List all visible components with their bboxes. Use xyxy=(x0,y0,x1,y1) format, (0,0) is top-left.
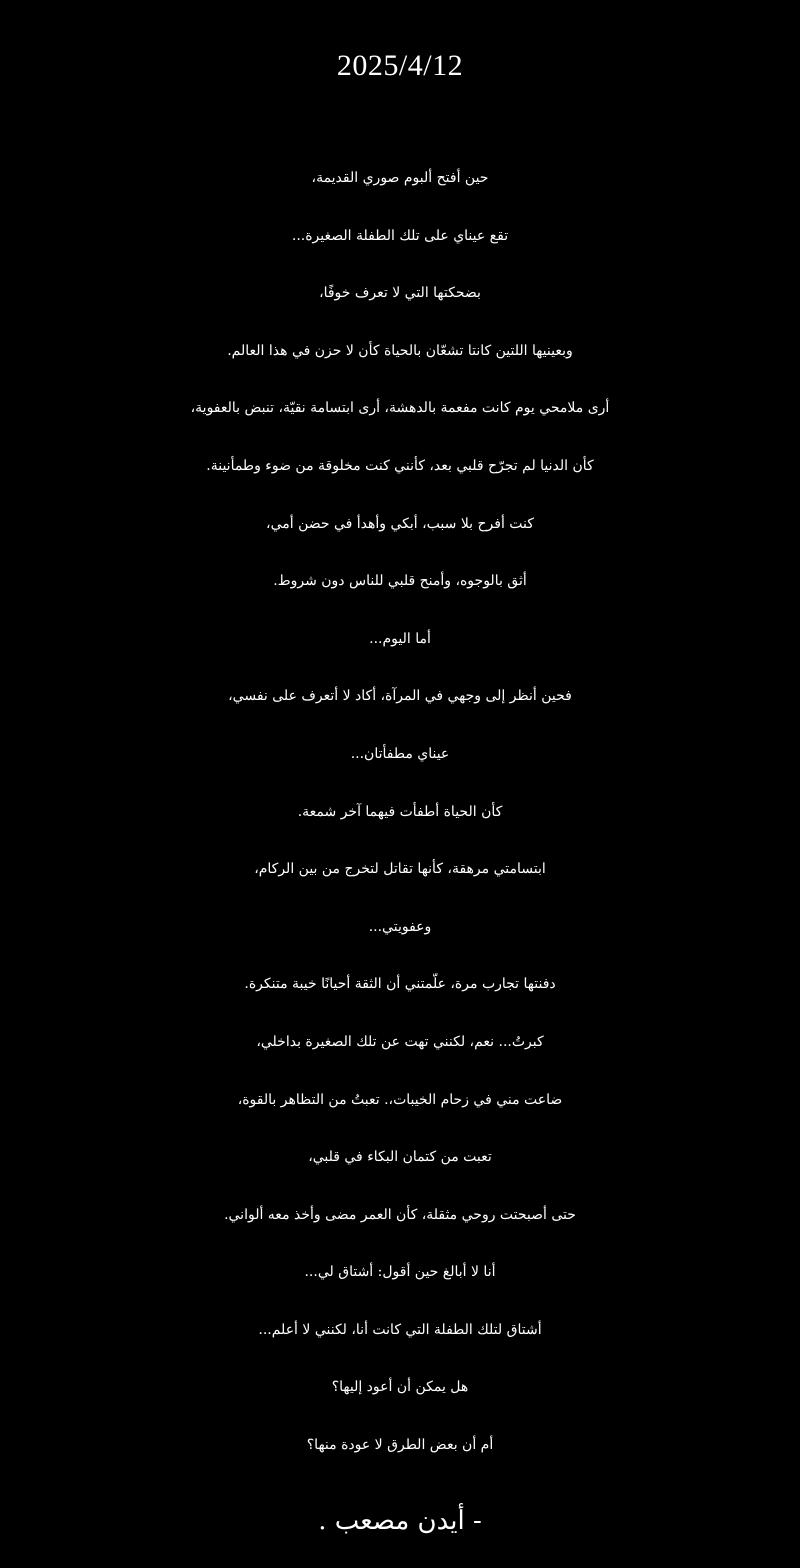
poem-line: كبرتُ... نعم، لكنني تهت عن تلك الصغيرة بداخلي، xyxy=(256,1033,544,1050)
poem-line: ضاعت مني في زحام الخيبات،. تعبتُ من التظاهر بالقوة، xyxy=(237,1091,563,1108)
poem-line: أرى ملامحي يوم كانت مفعمة بالدهشة، أرى ابتسامة نقيّة، تنبض بالعفوية، xyxy=(190,400,610,417)
poem-line: عيناي مطفأتان... xyxy=(350,745,450,762)
post-date: 2025/4/12 xyxy=(336,49,464,82)
poem-line: دفنتها تجارب مرة، علّمتني أن الثقة أحيانًا خيبة متنكرة. xyxy=(244,976,556,993)
poem-line: أشتاق لتلك الطفلة التي كانت أنا، لكنني لا أعلم... xyxy=(258,1321,542,1338)
poem-line: أثق بالوجوه، وأمنح قلبي للناس دون شروط. xyxy=(273,573,527,590)
poem-line: كنت أفرح بلا سبب، أبكي وأهدأ في حضن أمي، xyxy=(266,515,534,532)
poem-line: تعبت من كتمان البكاء في قلبي، xyxy=(308,1149,492,1166)
poem-line: أما اليوم... xyxy=(369,630,431,647)
poem-line: أم أن بعض الطرق لا عودة منها؟ xyxy=(306,1437,494,1454)
poem-line: وبعينيها اللتين كانتا تشعّان بالحياة كأن لا حزن في هذا العالم. xyxy=(227,342,573,359)
poem-line: ابتسامتي مرهقة، كأنها تقاتل لتخرج من بين الركام، xyxy=(254,861,546,878)
poem-line: كأن الدنيا لم تجرّح قلبي بعد، كأنني كنت مخلوقة من ضوء وطمأنينة. xyxy=(206,457,594,474)
poem-line: وعفويتي... xyxy=(368,918,432,935)
poem-line: حتى أصبحتت روحي مثقلة، كأن العمر مضى وأخذ معه ألواني. xyxy=(224,1206,576,1223)
poem-body xyxy=(0,150,800,1475)
poem-line: هل يمكن أن أعود إليها؟ xyxy=(331,1379,469,1396)
poem-line: أنا لا أبالغ حين أقول: أشتاق لي... xyxy=(304,1264,496,1281)
poem-line: حين أفتح ألبوم صوري القديمة، xyxy=(311,170,489,186)
poem-line: كأن الحياة أطفأت فيهما آخر شمعة. xyxy=(297,803,503,820)
author-signature: - أيدن مصعب . xyxy=(318,1506,482,1536)
poem-line: تقع عيناي على تلك الطفلة الصغيرة... xyxy=(291,227,509,244)
poem-line: فحين أنظر إلى وجهي في المرآة، أكاد لا أتعرف على نفسي، xyxy=(228,688,572,705)
poem-line: بضحكتها التي لا تعرف خوفًا، xyxy=(319,285,481,302)
